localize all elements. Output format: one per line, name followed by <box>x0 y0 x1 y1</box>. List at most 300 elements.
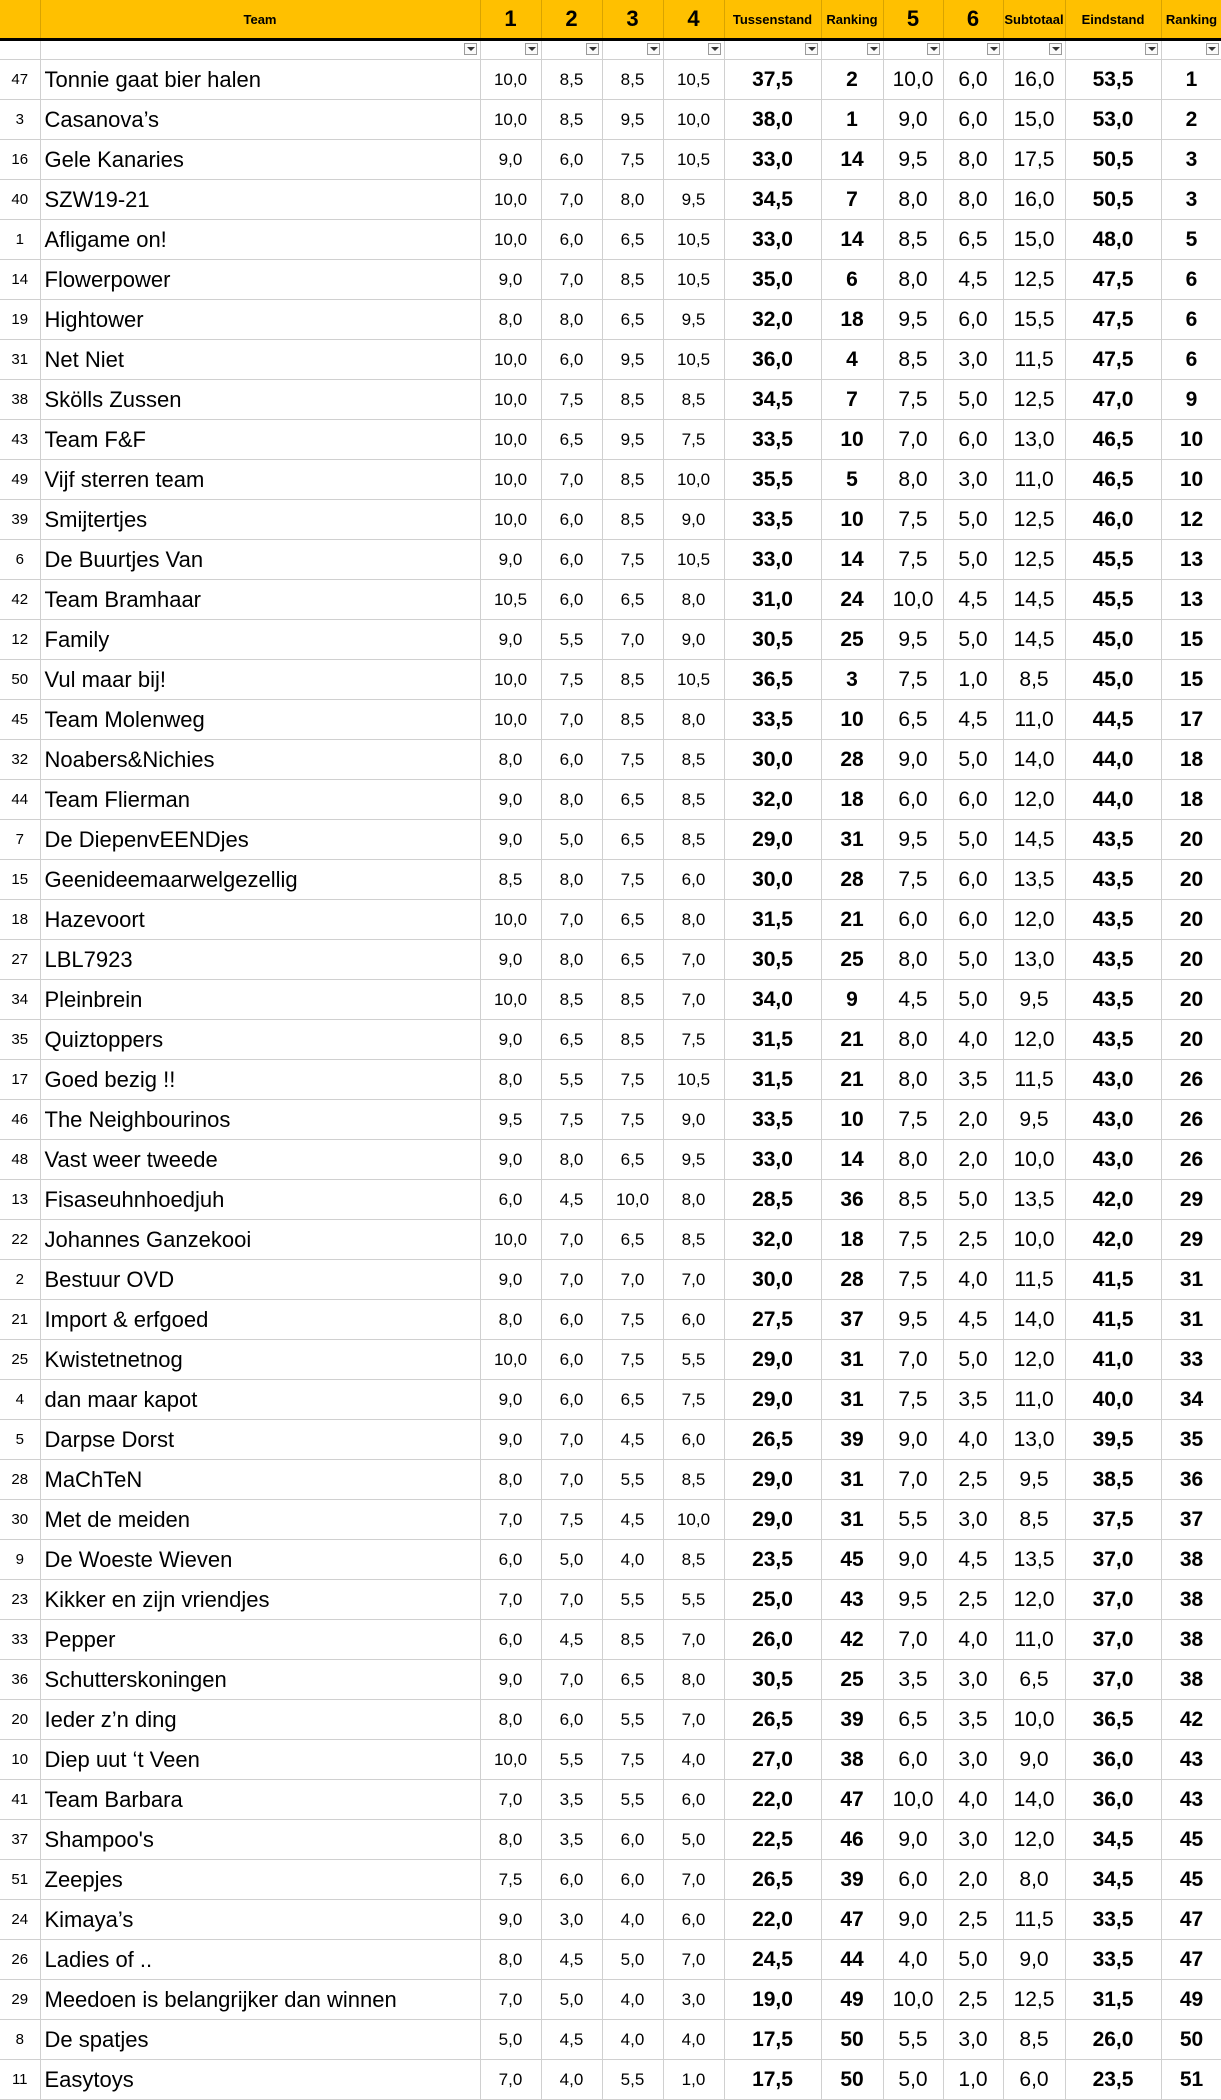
table-row[interactable] <box>0 2060 1221 2100</box>
subtotaal[interactable]: 9,0 <box>1003 1940 1065 1980</box>
team-name[interactable]: The Neighbourinos <box>40 1100 480 1140</box>
score-round-3[interactable]: 5,5 <box>602 2060 663 2100</box>
score-round-5[interactable]: 7,5 <box>883 860 943 900</box>
eindstand[interactable]: 37,0 <box>1065 1580 1161 1620</box>
subtotaal[interactable]: 8,5 <box>1003 660 1065 700</box>
header-team[interactable]: Team <box>40 0 480 40</box>
score-round-3[interactable]: 8,5 <box>602 660 663 700</box>
score-round-5[interactable]: 9,0 <box>883 1540 943 1580</box>
score-round-4[interactable]: 10,0 <box>663 100 724 140</box>
team-name[interactable]: Met de meiden <box>40 1500 480 1540</box>
tussenstand[interactable]: 30,0 <box>724 1260 821 1300</box>
score-round-3[interactable]: 5,5 <box>602 1700 663 1740</box>
header-round-5[interactable]: 5 <box>883 0 943 40</box>
team-number[interactable]: 48 <box>0 1140 40 1180</box>
eindstand[interactable]: 31,5 <box>1065 1980 1161 2020</box>
score-round-6[interactable]: 6,0 <box>943 860 1003 900</box>
score-round-5[interactable]: 8,0 <box>883 1060 943 1100</box>
ranking-mid[interactable]: 50 <box>821 2060 883 2100</box>
team-name[interactable]: Meedoen is belangrijker dan winnen <box>40 1980 480 2020</box>
header-round-1[interactable]: 1 <box>480 0 541 40</box>
score-round-6[interactable]: 1,0 <box>943 660 1003 700</box>
team-number[interactable]: 15 <box>0 860 40 900</box>
score-round-2[interactable]: 7,0 <box>541 1460 602 1500</box>
ranking-final[interactable]: 10 <box>1161 420 1221 460</box>
table-row[interactable] <box>0 660 1221 700</box>
score-round-3[interactable]: 4,0 <box>602 1540 663 1580</box>
ranking-final[interactable]: 3 <box>1161 180 1221 220</box>
score-round-6[interactable]: 5,0 <box>943 820 1003 860</box>
score-round-6[interactable]: 5,0 <box>943 500 1003 540</box>
ranking-mid[interactable]: 44 <box>821 1940 883 1980</box>
filter-dropdown-icon[interactable] <box>1049 43 1062 55</box>
eindstand[interactable]: 26,0 <box>1065 2020 1161 2060</box>
score-round-3[interactable]: 8,5 <box>602 460 663 500</box>
eindstand[interactable]: 44,5 <box>1065 700 1161 740</box>
table-row[interactable] <box>0 1220 1221 1260</box>
score-round-6[interactable]: 3,0 <box>943 2020 1003 2060</box>
subtotaal[interactable]: 11,0 <box>1003 460 1065 500</box>
score-round-3[interactable]: 7,5 <box>602 540 663 580</box>
ranking-final[interactable]: 26 <box>1161 1140 1221 1180</box>
score-round-5[interactable]: 3,5 <box>883 1660 943 1700</box>
ranking-final[interactable]: 31 <box>1161 1260 1221 1300</box>
score-round-6[interactable]: 5,0 <box>943 940 1003 980</box>
subtotaal[interactable]: 14,0 <box>1003 1300 1065 1340</box>
team-number[interactable]: 20 <box>0 1700 40 1740</box>
ranking-mid[interactable]: 25 <box>821 620 883 660</box>
score-round-3[interactable]: 7,5 <box>602 1060 663 1100</box>
tussenstand[interactable]: 33,0 <box>724 540 821 580</box>
subtotaal[interactable]: 11,0 <box>1003 1380 1065 1420</box>
table-row[interactable] <box>0 1260 1221 1300</box>
table-row[interactable] <box>0 1660 1221 1700</box>
score-round-1[interactable]: 9,0 <box>480 780 541 820</box>
eindstand[interactable]: 48,0 <box>1065 220 1161 260</box>
ranking-mid[interactable]: 46 <box>821 1820 883 1860</box>
score-round-4[interactable]: 10,5 <box>663 1060 724 1100</box>
subtotaal[interactable]: 14,5 <box>1003 820 1065 860</box>
team-number[interactable]: 32 <box>0 740 40 780</box>
subtotaal[interactable]: 14,0 <box>1003 1780 1065 1820</box>
score-round-2[interactable]: 8,0 <box>541 1140 602 1180</box>
tussenstand[interactable]: 22,0 <box>724 1900 821 1940</box>
table-row[interactable] <box>0 1580 1221 1620</box>
ranking-final[interactable]: 43 <box>1161 1780 1221 1820</box>
score-round-4[interactable]: 8,0 <box>663 580 724 620</box>
score-round-6[interactable]: 5,0 <box>943 1940 1003 1980</box>
score-round-2[interactable]: 7,5 <box>541 660 602 700</box>
team-number[interactable]: 5 <box>0 1420 40 1460</box>
table-row[interactable] <box>0 140 1221 180</box>
team-number[interactable]: 40 <box>0 180 40 220</box>
score-round-4[interactable]: 9,5 <box>663 300 724 340</box>
team-name[interactable]: SZW19-21 <box>40 180 480 220</box>
ranking-mid[interactable]: 21 <box>821 900 883 940</box>
subtotaal[interactable]: 11,0 <box>1003 700 1065 740</box>
table-row[interactable] <box>0 100 1221 140</box>
ranking-mid[interactable]: 47 <box>821 1780 883 1820</box>
team-number[interactable]: 38 <box>0 380 40 420</box>
score-round-6[interactable]: 3,0 <box>943 1660 1003 1700</box>
score-round-6[interactable]: 6,0 <box>943 100 1003 140</box>
score-round-6[interactable]: 6,0 <box>943 420 1003 460</box>
team-number[interactable]: 21 <box>0 1300 40 1340</box>
eindstand[interactable]: 37,5 <box>1065 1500 1161 1540</box>
table-row[interactable] <box>0 2020 1221 2060</box>
ranking-final[interactable]: 29 <box>1161 1220 1221 1260</box>
score-round-1[interactable]: 10,0 <box>480 1220 541 1260</box>
ranking-final[interactable]: 1 <box>1161 60 1221 100</box>
table-row[interactable] <box>0 740 1221 780</box>
score-round-4[interactable]: 8,0 <box>663 700 724 740</box>
score-round-5[interactable]: 5,5 <box>883 1500 943 1540</box>
ranking-final[interactable]: 5 <box>1161 220 1221 260</box>
ranking-final[interactable]: 20 <box>1161 980 1221 1020</box>
ranking-mid[interactable]: 10 <box>821 500 883 540</box>
score-round-4[interactable]: 1,0 <box>663 2060 724 2100</box>
tussenstand[interactable]: 29,0 <box>724 820 821 860</box>
filter-dropdown-icon[interactable] <box>867 43 880 55</box>
eindstand[interactable]: 41,5 <box>1065 1260 1161 1300</box>
table-row[interactable] <box>0 1060 1221 1100</box>
tussenstand[interactable]: 35,0 <box>724 260 821 300</box>
score-round-2[interactable]: 8,5 <box>541 60 602 100</box>
table-row[interactable] <box>0 540 1221 580</box>
score-round-4[interactable]: 10,5 <box>663 340 724 380</box>
score-round-1[interactable]: 8,5 <box>480 860 541 900</box>
score-round-5[interactable]: 7,0 <box>883 420 943 460</box>
eindstand[interactable]: 44,0 <box>1065 740 1161 780</box>
filter-dropdown-icon[interactable] <box>525 43 538 55</box>
subtotaal[interactable]: 8,5 <box>1003 2020 1065 2060</box>
subtotaal[interactable]: 11,5 <box>1003 1060 1065 1100</box>
score-round-5[interactable]: 9,0 <box>883 1420 943 1460</box>
score-round-2[interactable]: 6,0 <box>541 1380 602 1420</box>
score-round-1[interactable]: 9,5 <box>480 1100 541 1140</box>
score-round-5[interactable]: 8,5 <box>883 220 943 260</box>
table-row[interactable] <box>0 1820 1221 1860</box>
score-round-5[interactable]: 9,0 <box>883 1900 943 1940</box>
table-row[interactable] <box>0 1020 1221 1060</box>
score-round-5[interactable]: 7,0 <box>883 1460 943 1500</box>
team-number[interactable]: 12 <box>0 620 40 660</box>
ranking-final[interactable]: 13 <box>1161 580 1221 620</box>
score-round-4[interactable]: 8,5 <box>663 1220 724 1260</box>
team-name[interactable]: Quiztoppers <box>40 1020 480 1060</box>
score-round-3[interactable]: 6,0 <box>602 1820 663 1860</box>
ranking-final[interactable]: 45 <box>1161 1860 1221 1900</box>
score-round-3[interactable]: 7,5 <box>602 1740 663 1780</box>
eindstand[interactable]: 44,0 <box>1065 780 1161 820</box>
score-round-2[interactable]: 6,0 <box>541 1700 602 1740</box>
score-round-6[interactable]: 4,0 <box>943 1420 1003 1460</box>
table-row[interactable] <box>0 260 1221 300</box>
tussenstand[interactable]: 17,5 <box>724 2060 821 2100</box>
table-row[interactable] <box>0 300 1221 340</box>
team-number[interactable]: 51 <box>0 1860 40 1900</box>
ranking-final[interactable]: 45 <box>1161 1820 1221 1860</box>
score-round-5[interactable]: 6,0 <box>883 900 943 940</box>
score-round-4[interactable]: 4,0 <box>663 1740 724 1780</box>
score-round-4[interactable]: 7,5 <box>663 420 724 460</box>
score-round-4[interactable]: 8,5 <box>663 780 724 820</box>
team-number[interactable]: 30 <box>0 1500 40 1540</box>
tussenstand[interactable]: 30,0 <box>724 740 821 780</box>
score-round-3[interactable]: 4,0 <box>602 1980 663 2020</box>
score-round-6[interactable]: 2,0 <box>943 1100 1003 1140</box>
tussenstand[interactable]: 23,5 <box>724 1540 821 1580</box>
score-round-3[interactable]: 6,5 <box>602 780 663 820</box>
ranking-mid[interactable]: 31 <box>821 1500 883 1540</box>
score-round-1[interactable]: 9,0 <box>480 140 541 180</box>
team-name[interactable]: Kikker en zijn vriendjes <box>40 1580 480 1620</box>
score-round-1[interactable]: 10,0 <box>480 1340 541 1380</box>
score-round-4[interactable]: 6,0 <box>663 1900 724 1940</box>
eindstand[interactable]: 43,0 <box>1065 1060 1161 1100</box>
score-round-2[interactable]: 6,0 <box>541 1300 602 1340</box>
eindstand[interactable]: 37,0 <box>1065 1620 1161 1660</box>
header-eindstand[interactable]: Eindstand <box>1065 0 1161 40</box>
score-round-2[interactable]: 6,0 <box>541 540 602 580</box>
score-round-3[interactable]: 7,5 <box>602 1300 663 1340</box>
score-round-4[interactable]: 7,0 <box>663 1260 724 1300</box>
team-name[interactable]: Gele Kanaries <box>40 140 480 180</box>
eindstand[interactable]: 23,5 <box>1065 2060 1161 2100</box>
table-row[interactable] <box>0 380 1221 420</box>
ranking-mid[interactable]: 38 <box>821 1740 883 1780</box>
subtotaal[interactable]: 10,0 <box>1003 1700 1065 1740</box>
score-round-2[interactable]: 8,0 <box>541 940 602 980</box>
eindstand[interactable]: 34,5 <box>1065 1820 1161 1860</box>
ranking-final[interactable]: 9 <box>1161 380 1221 420</box>
score-round-4[interactable]: 8,5 <box>663 1460 724 1500</box>
eindstand[interactable]: 50,5 <box>1065 140 1161 180</box>
score-round-4[interactable]: 10,5 <box>663 220 724 260</box>
team-number[interactable]: 46 <box>0 1100 40 1140</box>
score-round-4[interactable]: 9,0 <box>663 500 724 540</box>
ranking-final[interactable]: 34 <box>1161 1380 1221 1420</box>
score-round-3[interactable]: 6,5 <box>602 1220 663 1260</box>
ranking-mid[interactable]: 47 <box>821 1900 883 1940</box>
score-round-1[interactable]: 7,0 <box>480 1980 541 2020</box>
team-name[interactable]: Ieder z’n ding <box>40 1700 480 1740</box>
score-round-4[interactable]: 8,0 <box>663 1180 724 1220</box>
score-round-1[interactable]: 10,0 <box>480 420 541 460</box>
team-name[interactable]: Schutterskoningen <box>40 1660 480 1700</box>
score-round-6[interactable]: 4,0 <box>943 1620 1003 1660</box>
subtotaal[interactable]: 10,0 <box>1003 1140 1065 1180</box>
team-name[interactable]: Casanova’s <box>40 100 480 140</box>
score-round-6[interactable]: 2,5 <box>943 1220 1003 1260</box>
team-number[interactable]: 13 <box>0 1180 40 1220</box>
subtotaal[interactable]: 12,0 <box>1003 780 1065 820</box>
score-round-3[interactable]: 6,5 <box>602 220 663 260</box>
score-round-6[interactable]: 3,0 <box>943 460 1003 500</box>
team-number[interactable]: 10 <box>0 1740 40 1780</box>
score-round-1[interactable]: 8,0 <box>480 740 541 780</box>
tussenstand[interactable]: 30,5 <box>724 1660 821 1700</box>
score-round-4[interactable]: 3,0 <box>663 1980 724 2020</box>
ranking-mid[interactable]: 24 <box>821 580 883 620</box>
score-round-3[interactable]: 8,5 <box>602 1020 663 1060</box>
subtotaal[interactable]: 13,0 <box>1003 940 1065 980</box>
filter-dropdown-icon[interactable] <box>1145 43 1158 55</box>
score-round-1[interactable]: 9,0 <box>480 1020 541 1060</box>
tussenstand[interactable]: 34,5 <box>724 180 821 220</box>
ranking-final[interactable]: 33 <box>1161 1340 1221 1380</box>
team-number[interactable]: 23 <box>0 1580 40 1620</box>
score-round-1[interactable]: 8,0 <box>480 1300 541 1340</box>
score-round-5[interactable]: 9,0 <box>883 740 943 780</box>
score-round-2[interactable]: 7,0 <box>541 1260 602 1300</box>
team-number[interactable]: 29 <box>0 1980 40 2020</box>
eindstand[interactable]: 47,5 <box>1065 300 1161 340</box>
ranking-mid[interactable]: 1 <box>821 100 883 140</box>
score-round-5[interactable]: 4,0 <box>883 1940 943 1980</box>
eindstand[interactable]: 36,0 <box>1065 1780 1161 1820</box>
header-ranking-mid[interactable]: Ranking <box>821 0 883 40</box>
score-round-1[interactable]: 8,0 <box>480 1060 541 1100</box>
score-round-2[interactable]: 7,5 <box>541 380 602 420</box>
table-row[interactable] <box>0 1940 1221 1980</box>
team-name[interactable]: Team Flierman <box>40 780 480 820</box>
score-round-3[interactable]: 6,5 <box>602 1660 663 1700</box>
tussenstand[interactable]: 27,5 <box>724 1300 821 1340</box>
table-row[interactable] <box>0 460 1221 500</box>
score-round-6[interactable]: 3,0 <box>943 340 1003 380</box>
tussenstand[interactable]: 17,5 <box>724 2020 821 2060</box>
score-round-3[interactable]: 8,5 <box>602 500 663 540</box>
subtotaal[interactable]: 12,0 <box>1003 900 1065 940</box>
score-round-6[interactable]: 3,0 <box>943 1740 1003 1780</box>
score-round-4[interactable]: 7,5 <box>663 1380 724 1420</box>
score-round-4[interactable]: 7,0 <box>663 1700 724 1740</box>
team-name[interactable]: LBL7923 <box>40 940 480 980</box>
ranking-final[interactable]: 6 <box>1161 300 1221 340</box>
score-round-4[interactable]: 10,5 <box>663 60 724 100</box>
tussenstand[interactable]: 33,5 <box>724 700 821 740</box>
eindstand[interactable]: 45,0 <box>1065 620 1161 660</box>
header-round-3[interactable]: 3 <box>602 0 663 40</box>
subtotaal[interactable]: 12,5 <box>1003 500 1065 540</box>
ranking-final[interactable]: 38 <box>1161 1540 1221 1580</box>
team-name[interactable]: Kwistetnetnog <box>40 1340 480 1380</box>
ranking-mid[interactable]: 25 <box>821 940 883 980</box>
score-round-3[interactable]: 6,5 <box>602 1380 663 1420</box>
ranking-final[interactable]: 31 <box>1161 1300 1221 1340</box>
score-round-1[interactable]: 7,0 <box>480 2060 541 2100</box>
score-round-4[interactable]: 10,0 <box>663 460 724 500</box>
tussenstand[interactable]: 33,0 <box>724 140 821 180</box>
tussenstand[interactable]: 31,0 <box>724 580 821 620</box>
tussenstand[interactable]: 33,5 <box>724 500 821 540</box>
ranking-final[interactable]: 2 <box>1161 100 1221 140</box>
ranking-final[interactable]: 18 <box>1161 780 1221 820</box>
score-round-5[interactable]: 6,0 <box>883 780 943 820</box>
team-name[interactable]: Family <box>40 620 480 660</box>
subtotaal[interactable]: 12,0 <box>1003 1820 1065 1860</box>
score-round-5[interactable]: 9,5 <box>883 820 943 860</box>
score-round-1[interactable]: 7,5 <box>480 1860 541 1900</box>
score-round-5[interactable]: 7,5 <box>883 1100 943 1140</box>
team-number[interactable]: 42 <box>0 580 40 620</box>
score-round-4[interactable]: 10,5 <box>663 260 724 300</box>
score-round-2[interactable]: 6,0 <box>541 220 602 260</box>
eindstand[interactable]: 33,5 <box>1065 1940 1161 1980</box>
score-round-2[interactable]: 3,0 <box>541 1900 602 1940</box>
subtotaal[interactable]: 14,5 <box>1003 580 1065 620</box>
ranking-mid[interactable]: 10 <box>821 420 883 460</box>
ranking-final[interactable]: 15 <box>1161 620 1221 660</box>
tussenstand[interactable]: 35,5 <box>724 460 821 500</box>
eindstand[interactable]: 47,5 <box>1065 260 1161 300</box>
score-round-6[interactable]: 3,0 <box>943 1820 1003 1860</box>
eindstand[interactable]: 43,5 <box>1065 980 1161 1020</box>
subtotaal[interactable]: 16,0 <box>1003 180 1065 220</box>
sort-filter-dropdown-icon[interactable] <box>1206 43 1219 55</box>
score-round-4[interactable]: 8,5 <box>663 380 724 420</box>
score-round-5[interactable]: 9,5 <box>883 1580 943 1620</box>
ranking-final[interactable]: 20 <box>1161 820 1221 860</box>
team-name[interactable]: Pepper <box>40 1620 480 1660</box>
ranking-final[interactable]: 12 <box>1161 500 1221 540</box>
score-round-5[interactable]: 8,0 <box>883 940 943 980</box>
score-round-1[interactable]: 8,0 <box>480 1460 541 1500</box>
score-round-3[interactable]: 8,5 <box>602 980 663 1020</box>
score-round-1[interactable]: 10,0 <box>480 220 541 260</box>
score-round-2[interactable]: 6,0 <box>541 1340 602 1380</box>
ranking-mid[interactable]: 7 <box>821 380 883 420</box>
team-number[interactable]: 18 <box>0 900 40 940</box>
eindstand[interactable]: 43,5 <box>1065 860 1161 900</box>
ranking-final[interactable]: 26 <box>1161 1060 1221 1100</box>
ranking-mid[interactable]: 31 <box>821 1460 883 1500</box>
eindstand[interactable]: 37,0 <box>1065 1660 1161 1700</box>
score-round-2[interactable]: 7,0 <box>541 900 602 940</box>
score-round-6[interactable]: 4,5 <box>943 580 1003 620</box>
score-round-3[interactable]: 6,5 <box>602 1140 663 1180</box>
team-name[interactable]: Afligame on! <box>40 220 480 260</box>
score-round-5[interactable]: 8,0 <box>883 260 943 300</box>
team-name[interactable]: Shampoo's <box>40 1820 480 1860</box>
score-round-2[interactable]: 6,0 <box>541 140 602 180</box>
score-round-1[interactable]: 10,0 <box>480 500 541 540</box>
subtotaal[interactable]: 12,0 <box>1003 1020 1065 1060</box>
subtotaal[interactable]: 15,5 <box>1003 300 1065 340</box>
ranking-mid[interactable]: 5 <box>821 460 883 500</box>
ranking-mid[interactable]: 43 <box>821 1580 883 1620</box>
ranking-final[interactable]: 38 <box>1161 1580 1221 1620</box>
score-round-6[interactable]: 2,5 <box>943 1900 1003 1940</box>
eindstand[interactable]: 45,5 <box>1065 540 1161 580</box>
team-number[interactable]: 26 <box>0 1940 40 1980</box>
subtotaal[interactable]: 12,0 <box>1003 1580 1065 1620</box>
score-round-4[interactable]: 10,0 <box>663 1500 724 1540</box>
team-name[interactable]: De Woeste Wieven <box>40 1540 480 1580</box>
tussenstand[interactable]: 26,0 <box>724 1620 821 1660</box>
score-round-6[interactable]: 5,0 <box>943 740 1003 780</box>
score-round-5[interactable]: 8,0 <box>883 1020 943 1060</box>
score-round-1[interactable]: 9,0 <box>480 260 541 300</box>
score-round-1[interactable]: 9,0 <box>480 940 541 980</box>
score-round-4[interactable]: 6,0 <box>663 1420 724 1460</box>
score-round-4[interactable]: 5,0 <box>663 1820 724 1860</box>
score-round-1[interactable]: 10,0 <box>480 180 541 220</box>
team-name[interactable]: Kimaya’s <box>40 1900 480 1940</box>
score-round-2[interactable]: 7,0 <box>541 180 602 220</box>
table-row[interactable] <box>0 1620 1221 1660</box>
